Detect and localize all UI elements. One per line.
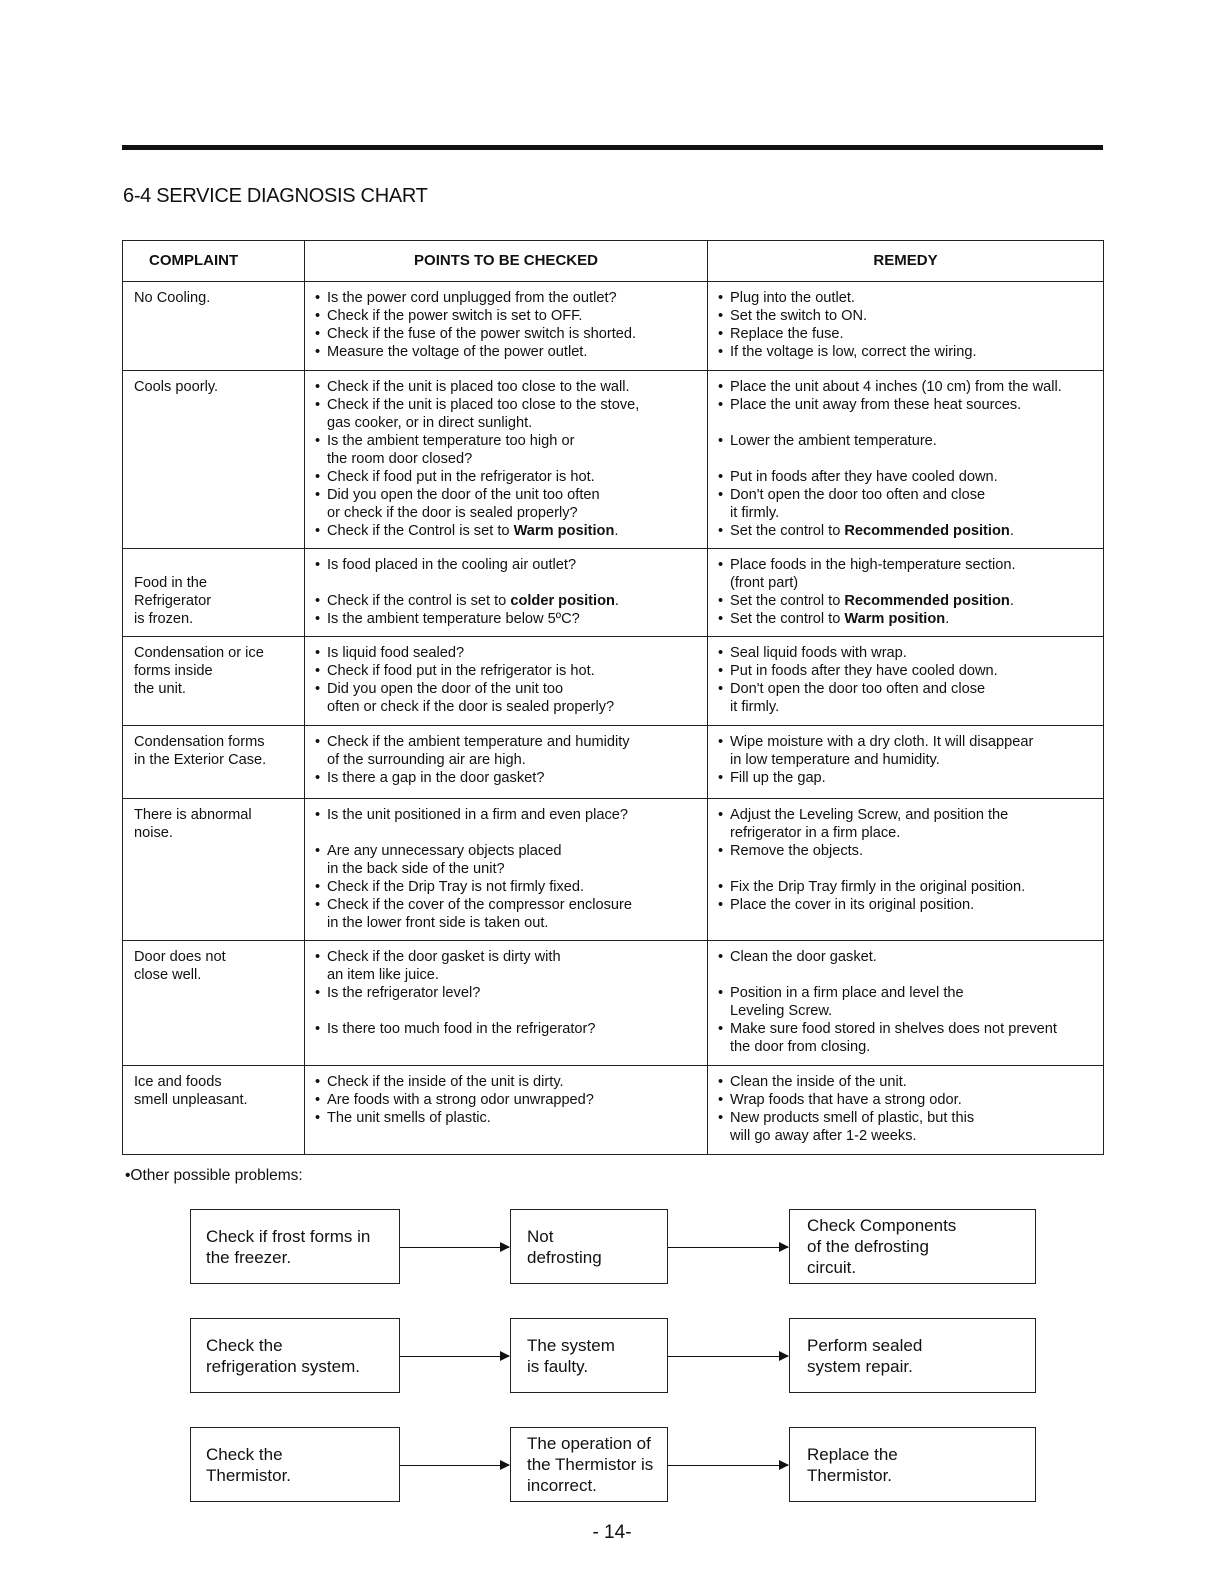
cell-line: Ice and foods <box>134 1074 222 1090</box>
flow-arrow-icon <box>400 1247 509 1248</box>
cell-line: is frozen. <box>134 611 194 627</box>
cell-line: • Check if the ambient temperature and humidity <box>315 733 701 751</box>
cell-line: • Place the cover in its original position. <box>718 896 1097 914</box>
points-cell <box>305 941 708 1066</box>
flow-action-box <box>789 1209 1036 1284</box>
cell-line: • Did you open the door of the unit too often <box>315 486 701 504</box>
cell-line: • Are foods with a strong odor unwrapped? <box>315 1091 701 1109</box>
flow-box-line: Thermistor. <box>206 1465 292 1485</box>
flow-action-box <box>789 1427 1036 1502</box>
flow-arrow-icon <box>400 1465 509 1466</box>
cell-line: • Check if the power switch is set to OFF. <box>315 307 701 325</box>
cell-line: it firmly. <box>730 505 780 521</box>
cell-line: • Check if the Control is set to Warm position. <box>315 522 701 540</box>
points-cell <box>305 371 708 549</box>
cell-line: close well. <box>134 967 202 983</box>
remedy-cell <box>708 371 1104 549</box>
flow-arrow-icon <box>668 1465 788 1466</box>
flow-arrow-icon <box>668 1356 788 1357</box>
remedy-cell <box>708 941 1104 1066</box>
cell-line: • Check if the unit is placed too close to the stove, <box>315 396 701 414</box>
flow-box-line: Replace the <box>807 1444 898 1464</box>
flow-box-line: Not <box>527 1226 554 1246</box>
cell-line: • Is the ambient temperature too high or <box>315 432 701 450</box>
cell-line: an item like juice. <box>327 967 439 983</box>
cell-line: • Is the unit positioned in a firm and even place? <box>315 806 701 824</box>
flow-arrow-icon <box>400 1356 509 1357</box>
table-row <box>123 637 1104 726</box>
cell-line: • Put in foods after they have cooled down. <box>718 662 1097 680</box>
cell-line <box>315 1002 701 1020</box>
flow-box-line: defrosting <box>527 1247 602 1267</box>
points-cell <box>305 637 708 726</box>
remedy-cell <box>708 549 1104 637</box>
table-row <box>123 799 1104 941</box>
flow-check-box <box>190 1209 400 1284</box>
cell-line: Cools poorly. <box>134 379 219 395</box>
section-title: 6-4 SERVICE DIAGNOSIS CHART <box>123 185 428 207</box>
cell-line: of the surrounding air are high. <box>327 752 526 768</box>
cell-line: • Is there too much food in the refrigerator? <box>315 1020 701 1038</box>
flow-box-line: Perform sealed <box>807 1335 923 1355</box>
flow-box-line: system repair. <box>807 1356 913 1376</box>
cell-line: • Is the refrigerator level? <box>315 984 701 1002</box>
table-row <box>123 371 1104 549</box>
complaint-cell <box>123 726 305 799</box>
cell-line: • Place the unit away from these heat sources. <box>718 396 1097 414</box>
cell-line: • Is food placed in the cooling air outlet? <box>315 556 701 574</box>
cell-line: • Is liquid food sealed? <box>315 644 701 662</box>
points-cell <box>305 282 708 371</box>
cell-line: • The unit smells of plastic. <box>315 1109 701 1127</box>
remedy-cell <box>708 799 1104 941</box>
page-number: - 14- <box>592 1522 632 1543</box>
remedy-cell <box>708 1066 1104 1155</box>
complaint-cell <box>123 549 305 637</box>
cell-line: Condensation forms <box>134 734 265 750</box>
flow-box-line: Check Components <box>807 1216 957 1235</box>
cell-line <box>718 860 1097 878</box>
cell-line: • Plug into the outlet. <box>718 289 1097 307</box>
cell-line: • Put in foods after they have cooled down. <box>718 468 1097 486</box>
cell-line <box>718 414 1097 432</box>
flow-result-box <box>510 1427 668 1502</box>
cell-line: in the Exterior Case. <box>134 752 267 768</box>
flow-check-box <box>190 1318 400 1393</box>
cell-line: • Check if the cover of the compressor enclosure <box>315 896 701 914</box>
cell-line: • Remove the objects. <box>718 842 1097 860</box>
table-row <box>123 282 1104 371</box>
flow-box-line: The system <box>527 1335 615 1355</box>
flow-box-line: is faulty. <box>527 1356 589 1376</box>
cell-line: • Wipe moisture with a dry cloth. It will disappear <box>718 733 1097 751</box>
points-cell <box>305 726 708 799</box>
cell-line: • Adjust the Leveling Screw, and position the <box>718 806 1097 824</box>
cell-line: • Clean the inside of the unit. <box>718 1073 1097 1091</box>
cell-line: • Check if the door gasket is dirty with <box>315 948 701 966</box>
header-remedy: REMEDY <box>708 241 1104 282</box>
cell-line: (front part) <box>730 575 799 591</box>
cell-line: gas cooker, or in direct sunlight. <box>327 415 533 431</box>
cell-line: refrigerator in a firm place. <box>730 825 901 841</box>
flow-check-box <box>190 1427 400 1502</box>
points-cell <box>305 549 708 637</box>
flow-box-line: Check if frost forms in <box>206 1226 371 1246</box>
cell-line: in the lower front side is taken out. <box>327 915 549 931</box>
cell-line: There is abnormal <box>134 807 252 823</box>
cell-line: • Set the control to Recommended position. <box>718 522 1097 540</box>
cell-line: Door does not <box>134 949 226 965</box>
cell-line: • Is the ambient temperature below 5ºC? <box>315 610 701 628</box>
header-points: POINTS TO BE CHECKED <box>305 241 708 282</box>
complaint-cell <box>123 637 305 726</box>
cell-line: • Check if the inside of the unit is dirty. <box>315 1073 701 1091</box>
cell-line: No Cooling. <box>134 290 211 306</box>
cell-line <box>315 824 701 842</box>
flow-box-line: circuit. <box>807 1258 857 1277</box>
cell-line: in low temperature and humidity. <box>730 752 940 768</box>
cell-line: the room door closed? <box>327 451 473 467</box>
cell-line: it firmly. <box>730 699 780 715</box>
cell-line: • Don't open the door too often and close <box>718 486 1097 504</box>
cell-line: • Fill up the gap. <box>718 769 1097 787</box>
table-row <box>123 726 1104 799</box>
top-rule <box>122 145 1103 150</box>
cell-line: • Set the control to Recommended position. <box>718 592 1097 610</box>
cell-line: • Fix the Drip Tray firmly in the original position. <box>718 878 1097 896</box>
cell-line: • Is there a gap in the door gasket? <box>315 769 701 787</box>
cell-line: Food in the <box>134 575 208 591</box>
header-complaint: COMPLAINT <box>123 241 305 282</box>
points-cell <box>305 1066 708 1155</box>
cell-line: • Check if the Drip Tray is not firmly fixed. <box>315 878 701 896</box>
table-body <box>123 282 1104 1155</box>
cell-line: Condensation or ice <box>134 645 264 661</box>
cell-line: noise. <box>134 825 173 841</box>
cell-line: in the back side of the unit? <box>327 861 505 877</box>
cell-line: • Make sure food stored in shelves does not prevent <box>718 1020 1097 1038</box>
table-header-row <box>123 241 1104 282</box>
remedy-cell <box>708 637 1104 726</box>
cell-line: smell unpleasant. <box>134 1092 248 1108</box>
cell-line: • Did you open the door of the unit too <box>315 680 701 698</box>
flow-box-line: Thermistor. <box>807 1465 893 1485</box>
service-diagnosis-table <box>122 240 1104 1155</box>
flow-box-line: refrigeration system. <box>206 1356 360 1376</box>
cell-line <box>718 966 1097 984</box>
flow-box-line: incorrect. <box>527 1476 597 1495</box>
cell-line: Refrigerator <box>134 593 212 609</box>
flow-box-line: the Thermistor is <box>527 1455 654 1474</box>
cell-line: • Don't open the door too often and close <box>718 680 1097 698</box>
cell-line: • Place foods in the high-temperature section. <box>718 556 1097 574</box>
flow-result-box <box>510 1318 668 1393</box>
cell-line <box>315 574 701 592</box>
cell-line: • Check if the control is set to colder position. <box>315 592 701 610</box>
cell-line: • Are any unnecessary objects placed <box>315 842 701 860</box>
flow-arrow-icon <box>668 1247 788 1248</box>
flow-box-line: Check the <box>206 1444 283 1464</box>
complaint-cell <box>123 371 305 549</box>
cell-line: • Set the switch to ON. <box>718 307 1097 325</box>
cell-line: • Position in a firm place and level the <box>718 984 1097 1002</box>
cell-line: Leveling Screw. <box>730 1003 833 1019</box>
cell-line: forms inside <box>134 663 213 679</box>
flow-box-line: Check the <box>206 1335 283 1355</box>
cell-line: the door from closing. <box>730 1039 871 1055</box>
table-row <box>123 941 1104 1066</box>
cell-line: often or check if the door is sealed properly? <box>327 699 615 715</box>
cell-line <box>134 556 298 574</box>
cell-line: • Measure the voltage of the power outlet. <box>315 343 701 361</box>
flow-box-line: The operation of <box>527 1434 651 1453</box>
remedy-cell <box>708 282 1104 371</box>
flow-box-line: the freezer. <box>206 1247 292 1267</box>
cell-line: • Wrap foods that have a strong odor. <box>718 1091 1097 1109</box>
flow-action-box <box>789 1318 1036 1393</box>
cell-line: • Check if the unit is placed too close to the wall. <box>315 378 701 396</box>
flow-result-box <box>510 1209 668 1284</box>
cell-line: • Lower the ambient temperature. <box>718 432 1097 450</box>
cell-line: • Check if food put in the refrigerator is hot. <box>315 468 701 486</box>
flow-box-line: of the defrosting <box>807 1237 929 1256</box>
other-problems-label: •Other possible problems: <box>125 1167 303 1184</box>
table-row <box>123 1066 1104 1155</box>
table-row <box>123 549 1104 637</box>
cell-line: • Seal liquid foods with wrap. <box>718 644 1097 662</box>
points-cell <box>305 799 708 941</box>
cell-line: • Check if food put in the refrigerator is hot. <box>315 662 701 680</box>
cell-line: • If the voltage is low, correct the wiring. <box>718 343 1097 361</box>
complaint-cell <box>123 282 305 371</box>
cell-line: • Clean the door gasket. <box>718 948 1097 966</box>
cell-line: or check if the door is sealed properly? <box>327 505 578 521</box>
remedy-cell <box>708 726 1104 799</box>
cell-line: • New products smell of plastic, but this <box>718 1109 1097 1127</box>
complaint-cell <box>123 1066 305 1155</box>
complaint-cell <box>123 941 305 1066</box>
cell-line: • Place the unit about 4 inches (10 cm) from the wall. <box>718 378 1097 396</box>
cell-line: will go away after 1-2 weeks. <box>730 1128 917 1144</box>
cell-line: • Set the control to Warm position. <box>718 610 1097 628</box>
cell-line <box>718 450 1097 468</box>
cell-line: • Is the power cord unplugged from the outlet? <box>315 289 701 307</box>
cell-line: • Check if the fuse of the power switch is shorted. <box>315 325 701 343</box>
complaint-cell <box>123 799 305 941</box>
cell-line: • Replace the fuse. <box>718 325 1097 343</box>
cell-line: the unit. <box>134 681 186 697</box>
